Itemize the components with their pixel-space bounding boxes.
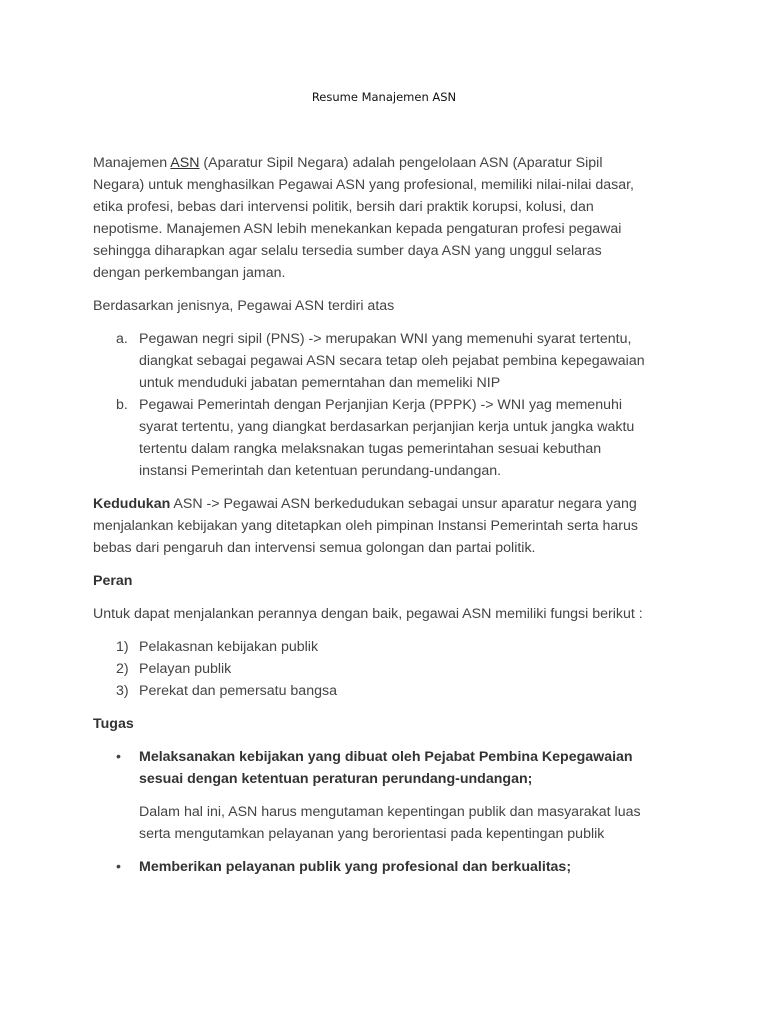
- kedudukan-paragraph: [93, 493, 693, 559]
- jenis-list: [93, 328, 693, 482]
- intro-text: (Aparatur Sipil Negara) adalah pengelolaan ASN (Aparatur Sipil: [199, 155, 603, 171]
- list-item: [93, 394, 693, 482]
- intro-line: sehingga diharapkan agar selalu tersedia sumber daya ASN yang unggul selaras: [93, 243, 602, 259]
- document-body: [93, 152, 693, 889]
- list-marker: b.: [116, 397, 128, 413]
- list-item-text: Perekat dan pemersatu bangsa: [139, 683, 337, 699]
- intro-line: dengan perkembangan jaman.: [93, 265, 286, 281]
- tugas-item: [93, 856, 693, 878]
- peran-list: [93, 636, 693, 702]
- intro-line: etika profesi, bebas dari intervensi politik, bersih dari praktik korupsi, kolusi, dan: [93, 199, 594, 215]
- list-marker: 2): [116, 661, 129, 677]
- peran-intro: Untuk dapat menjalankan perannya dengan baik, pegawai ASN memiliki fungsi berikut :: [93, 606, 643, 622]
- list-item-line: instansi Pemerintah dan ketentuan perundang-undangan.: [139, 463, 502, 479]
- list-item-line: syarat tertentu, yang diangkat berdasarkan perjanjian kerja untuk jangka waktu: [139, 419, 635, 435]
- tugas-item: [93, 746, 693, 790]
- tugas-heading: Tugas: [93, 716, 134, 732]
- intro-text: Manajemen: [93, 155, 171, 171]
- asn-link[interactable]: ASN: [170, 155, 200, 171]
- document-title: Resume Manajemen ASN: [311, 90, 457, 104]
- list-item-text: Pelakasnan kebijakan publik: [139, 639, 319, 655]
- bullet-marker: •: [116, 859, 121, 875]
- tugas-note-line: Dalam hal ini, ASN harus mengutaman kepentingan publik dan masyarakat luas: [139, 804, 641, 820]
- list-item-line: Pegawai Pemerintah dengan Perjanjian Kerja (PPPK) -> WNI yag memenuhi: [139, 397, 623, 413]
- list-item-line: Pegawan negri sipil (PNS) -> merupakan WNI yang memenuhi syarat tertentu,: [139, 331, 632, 347]
- list-item-line: diangkat sebagai pegawai ASN secara tetap oleh pejabat pembina kepegawaian: [139, 353, 645, 369]
- intro-paragraph: [93, 152, 693, 284]
- peran-heading: Peran: [93, 573, 133, 589]
- list-marker: 3): [116, 683, 129, 699]
- list-item-line: untuk menduduki jabatan pemerntahan dan memeliki NIP: [139, 375, 501, 391]
- kedudukan-line: menjalankan kebijakan yang ditetapkan oleh pimpinan Instansi Pemerintah serta harus: [93, 518, 638, 534]
- kedudukan-line: bebas dari pengaruh dan intervensi semua golongan dan partai politik.: [93, 540, 536, 556]
- list-item: [93, 636, 693, 658]
- list-item: [93, 680, 693, 702]
- intro-line: nepotisme. Manajemen ASN lebih menekankan kepada pengaturan profesi pegawai: [93, 221, 622, 237]
- tugas-item-line: Melaksanakan kebijakan yang dibuat oleh Pejabat Pembina Kepegawaian: [139, 749, 633, 765]
- kedudukan-label: Kedudukan: [93, 496, 171, 512]
- kedudukan-text: ASN -> Pegawai ASN berkedudukan sebagai unsur aparatur negara yang: [170, 496, 637, 512]
- list-item-text: Pelayan publik: [139, 661, 232, 677]
- jenis-intro: Berdasarkan jenisnya, Pegawai ASN terdiri atas: [93, 298, 395, 314]
- list-item-line: tertentu dalam rangka melaksnakan tugas pemerintahan sesuai kebuthan: [139, 441, 602, 457]
- tugas-note-line: serta mengutamkan pelayanan yang berorientasi pada kepentingan publik: [139, 826, 605, 842]
- intro-line: Negara) untuk menghasilkan Pegawai ASN yang profesional, memiliki nilai-nilai dasar,: [93, 177, 634, 193]
- tugas-item-line: sesuai dengan ketentuan peraturan perundang-undangan;: [139, 771, 533, 787]
- list-marker: 1): [116, 639, 129, 655]
- list-item: [93, 658, 693, 680]
- list-item: [93, 328, 693, 394]
- tugas-note: [93, 801, 693, 845]
- list-marker: a.: [116, 331, 128, 347]
- bullet-marker: •: [116, 749, 121, 765]
- tugas-item-line: Memberikan pelayanan publik yang profesional dan berkualitas;: [139, 859, 572, 875]
